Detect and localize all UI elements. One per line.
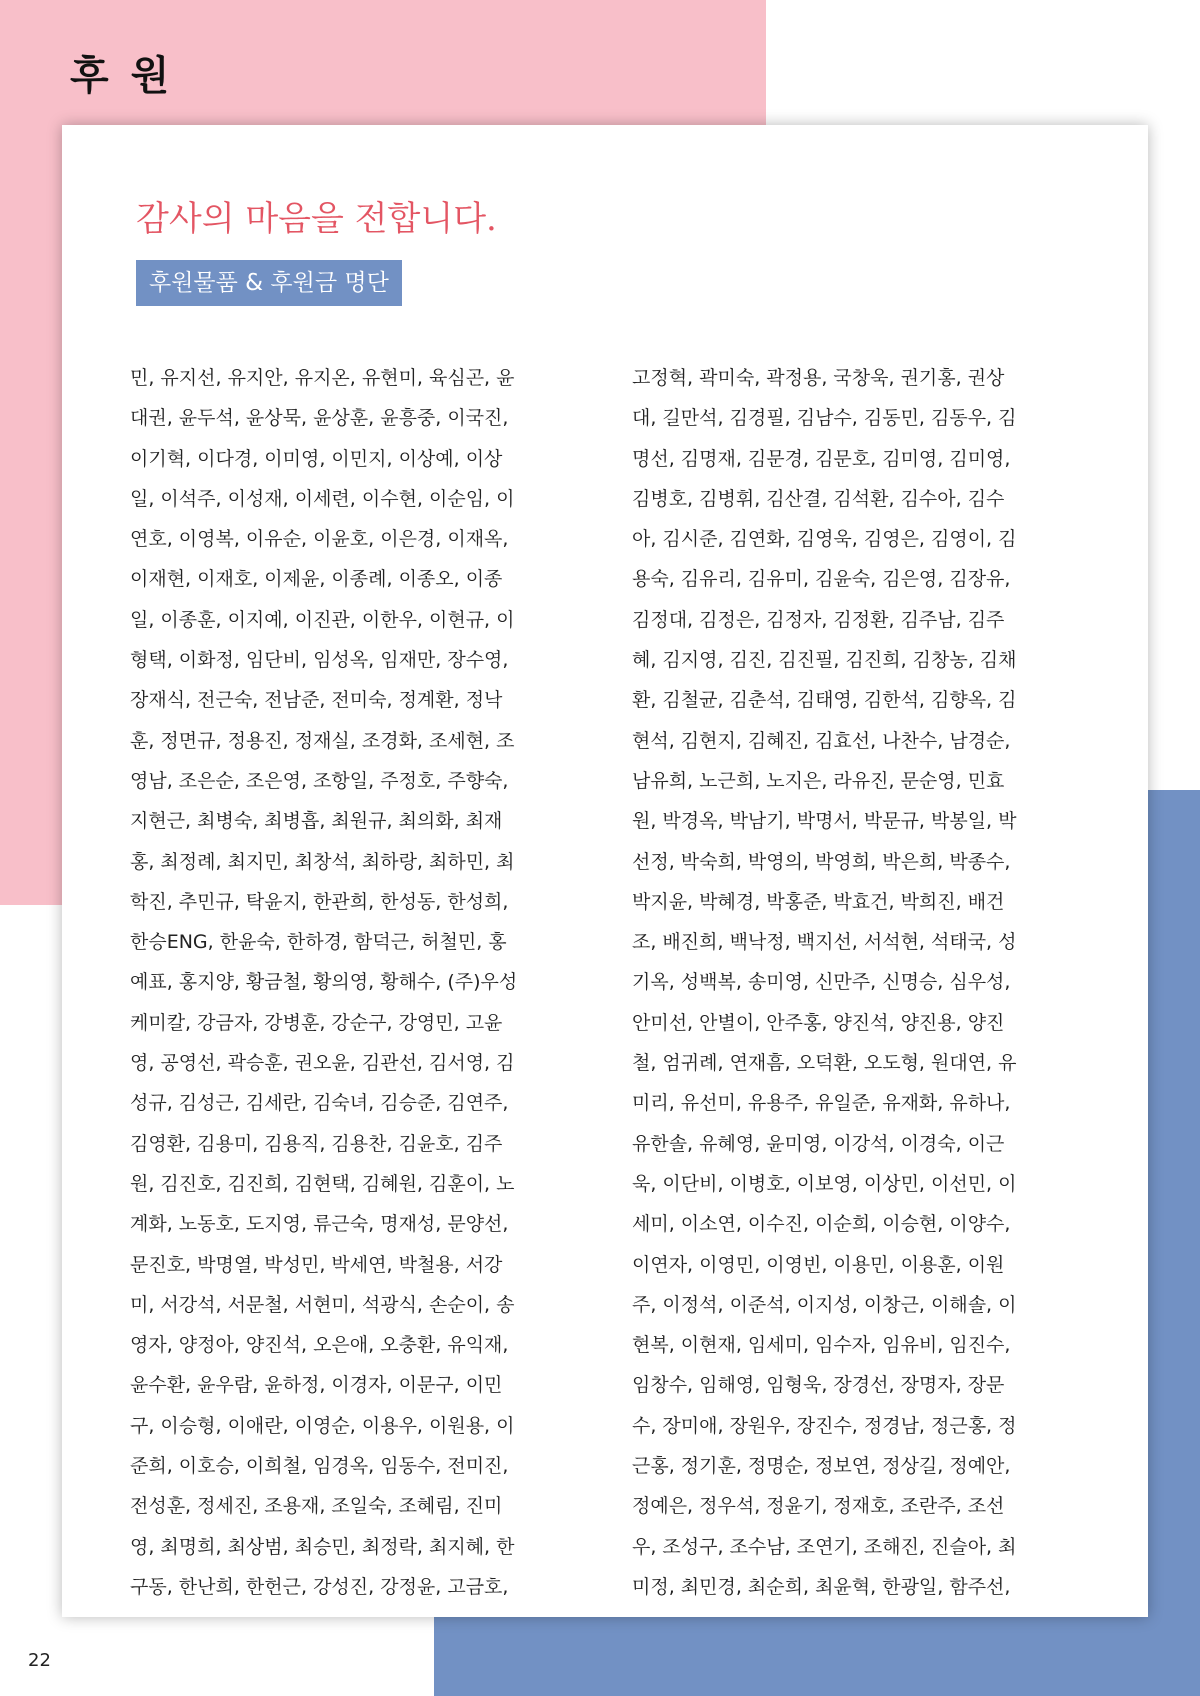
donor-line: 성규, 김성근, 김세란, 김숙녀, 김승준, 김연주,	[130, 1092, 509, 1115]
donor-line: 욱, 이단비, 이병호, 이보영, 이상민, 이선민, 이	[632, 1172, 1017, 1195]
donor-line: 현복, 이현재, 임세미, 임수자, 임유비, 임진수,	[632, 1334, 1011, 1357]
donor-line: 이재현, 이재호, 이제윤, 이종례, 이종오, 이종	[130, 568, 503, 591]
donor-line: 수, 장미애, 장원우, 장진수, 정경남, 정근홍, 정	[632, 1414, 1017, 1437]
thanks-headline: 감사의 마음을 전합니다.	[136, 199, 497, 239]
donor-line: 장재식, 전근숙, 전남준, 전미숙, 정계환, 정낙	[130, 689, 503, 712]
donor-line: 형택, 이화정, 임단비, 임성옥, 임재만, 장수영,	[130, 649, 509, 672]
donor-line: 세미, 이소연, 이수진, 이순희, 이승현, 이양수,	[632, 1213, 1011, 1236]
donor-line: 예표, 홍지양, 황금철, 황의영, 황해수, (주)우성	[130, 971, 518, 994]
donor-line: 안미선, 안별이, 안주홍, 양진석, 양진용, 양진	[632, 1011, 1005, 1034]
donor-column-right	[632, 358, 1092, 1607]
donor-line: 우, 조성구, 조수남, 조연기, 조해진, 진슬아, 최	[632, 1535, 1017, 1558]
donor-line: 케미칼, 강금자, 강병훈, 강순구, 강영민, 고윤	[130, 1011, 503, 1034]
donor-list-banner: 후원물품 & 후원금 명단	[136, 260, 402, 306]
donor-line: 대, 길만석, 김경필, 김남수, 김동민, 김동우, 김	[632, 407, 1017, 430]
donor-line: 일, 이석주, 이성재, 이세련, 이수현, 이순임, 이	[130, 487, 515, 510]
donor-line: 조, 배진희, 백낙정, 백지선, 서석현, 석태국, 성	[632, 931, 1017, 954]
donor-line: 환, 김철균, 김춘석, 김태영, 김한석, 김향옥, 김	[632, 689, 1017, 712]
donor-line: 미리, 유선미, 유용주, 유일준, 유재화, 유하나,	[632, 1092, 1011, 1115]
donor-line: 남유희, 노근희, 노지은, 라유진, 문순영, 민효	[632, 769, 1005, 792]
donor-line: 선정, 박숙희, 박영의, 박영희, 박은희, 박종수,	[632, 850, 1011, 873]
donor-line: 임창수, 임해영, 임형욱, 장경선, 장명자, 장문	[632, 1374, 1005, 1397]
donor-line: 주, 이정석, 이준석, 이지성, 이창근, 이해솔, 이	[632, 1293, 1017, 1316]
donor-line: 준희, 이호승, 이희철, 임경옥, 임동수, 전미진,	[130, 1455, 509, 1478]
donor-line: 학진, 추민규, 탁윤지, 한관희, 한성동, 한성희,	[130, 890, 509, 913]
donor-line: 홍, 최정례, 최지민, 최창석, 최하랑, 최하민, 최	[130, 850, 515, 873]
page-number: 22	[28, 1650, 51, 1671]
donor-line: 혜, 김지영, 김진, 김진필, 김진희, 김창농, 김채	[632, 649, 1017, 672]
donor-line: 김영환, 김용미, 김용직, 김용찬, 김윤호, 김주	[130, 1132, 503, 1155]
donor-line: 명선, 김명재, 김문경, 김문호, 김미영, 김미영,	[632, 447, 1011, 470]
donor-line: 영자, 양정아, 양진석, 오은애, 오충환, 유익재,	[130, 1334, 509, 1357]
donor-line: 구, 이승형, 이애란, 이영순, 이용우, 이원용, 이	[130, 1414, 515, 1437]
donor-line: 원, 박경옥, 박남기, 박명서, 박문규, 박봉일, 박	[632, 810, 1017, 833]
donor-line: 계화, 노동호, 도지영, 류근숙, 명재성, 문양선,	[130, 1213, 509, 1236]
donor-line: 박지윤, 박혜경, 박홍준, 박효건, 박희진, 배건	[632, 890, 1005, 913]
donor-line: 유한솔, 유혜영, 윤미영, 이강석, 이경숙, 이근	[632, 1132, 1005, 1155]
donor-line: 김병호, 김병휘, 김산결, 김석환, 김수아, 김수	[632, 487, 1005, 510]
donor-line: 연호, 이영복, 이유순, 이윤호, 이은경, 이재옥,	[130, 528, 509, 551]
donor-line: 기옥, 성백복, 송미영, 신만주, 신명승, 심우성,	[632, 971, 1011, 994]
donor-line: 미정, 최민경, 최순희, 최윤혁, 한광일, 함주선,	[632, 1575, 1011, 1598]
donor-line: 용숙, 김유리, 김유미, 김윤숙, 김은영, 김장유,	[632, 568, 1011, 591]
donor-line: 현석, 김현지, 김혜진, 김효선, 나찬수, 남경순,	[632, 729, 1011, 752]
donor-line: 고정혁, 곽미숙, 곽정용, 국창욱, 권기홍, 권상	[632, 367, 1005, 389]
donor-line: 영남, 조은순, 조은영, 조항일, 주정호, 주향숙,	[130, 769, 509, 792]
section-title: 후 원	[70, 53, 174, 99]
donor-line: 민, 유지선, 유지안, 유지온, 유현미, 육심곤, 윤	[130, 367, 515, 389]
donor-line: 훈, 정면규, 정용진, 정재실, 조경화, 조세현, 조	[130, 729, 515, 752]
donor-line: 영, 공영선, 곽승훈, 권오윤, 김관선, 김서영, 김	[130, 1052, 515, 1075]
donor-line: 철, 엄귀례, 연재흠, 오덕환, 오도형, 원대연, 유	[632, 1052, 1017, 1075]
donor-line: 원, 김진호, 김진희, 김현택, 김혜원, 김훈이, 노	[130, 1172, 515, 1195]
donor-line: 이연자, 이영민, 이영빈, 이용민, 이용훈, 이원	[632, 1253, 1005, 1276]
donor-line: 한승ENG, 한윤숙, 한하경, 함덕근, 허철민, 홍	[130, 931, 507, 954]
donor-line: 미, 서강석, 서문철, 서현미, 석광식, 손순이, 송	[130, 1293, 515, 1316]
donor-line: 윤수환, 윤우람, 윤하정, 이경자, 이문구, 이민	[130, 1374, 503, 1397]
donor-line: 근홍, 정기훈, 정명순, 정보연, 정상길, 정예안,	[632, 1455, 1011, 1478]
donor-line: 김정대, 김정은, 김정자, 김정환, 김주남, 김주	[632, 608, 1005, 631]
donor-line: 문진호, 박명열, 박성민, 박세연, 박철용, 서강	[130, 1253, 503, 1276]
donor-column-left	[130, 358, 590, 1607]
donor-line: 지현근, 최병숙, 최병흡, 최원규, 최의화, 최재	[130, 810, 503, 833]
donor-line: 정예은, 정우석, 정윤기, 정재호, 조란주, 조선	[632, 1495, 1005, 1518]
donor-line: 이기혁, 이다경, 이미영, 이민지, 이상예, 이상	[130, 447, 503, 470]
donor-list-card	[62, 125, 1148, 1617]
donor-line: 전성훈, 정세진, 조용재, 조일숙, 조혜림, 진미	[130, 1495, 503, 1518]
donor-line: 구동, 한난희, 한헌근, 강성진, 강정윤, 고금호,	[130, 1575, 509, 1598]
donor-line: 아, 김시준, 김연화, 김영욱, 김영은, 김영이, 김	[632, 528, 1017, 551]
donor-line: 대권, 윤두석, 윤상묵, 윤상훈, 윤흥중, 이국진,	[130, 407, 509, 430]
donor-line: 일, 이종훈, 이지예, 이진관, 이한우, 이현규, 이	[130, 608, 515, 631]
donor-line: 영, 최명희, 최상범, 최승민, 최정락, 최지혜, 한	[130, 1535, 515, 1558]
